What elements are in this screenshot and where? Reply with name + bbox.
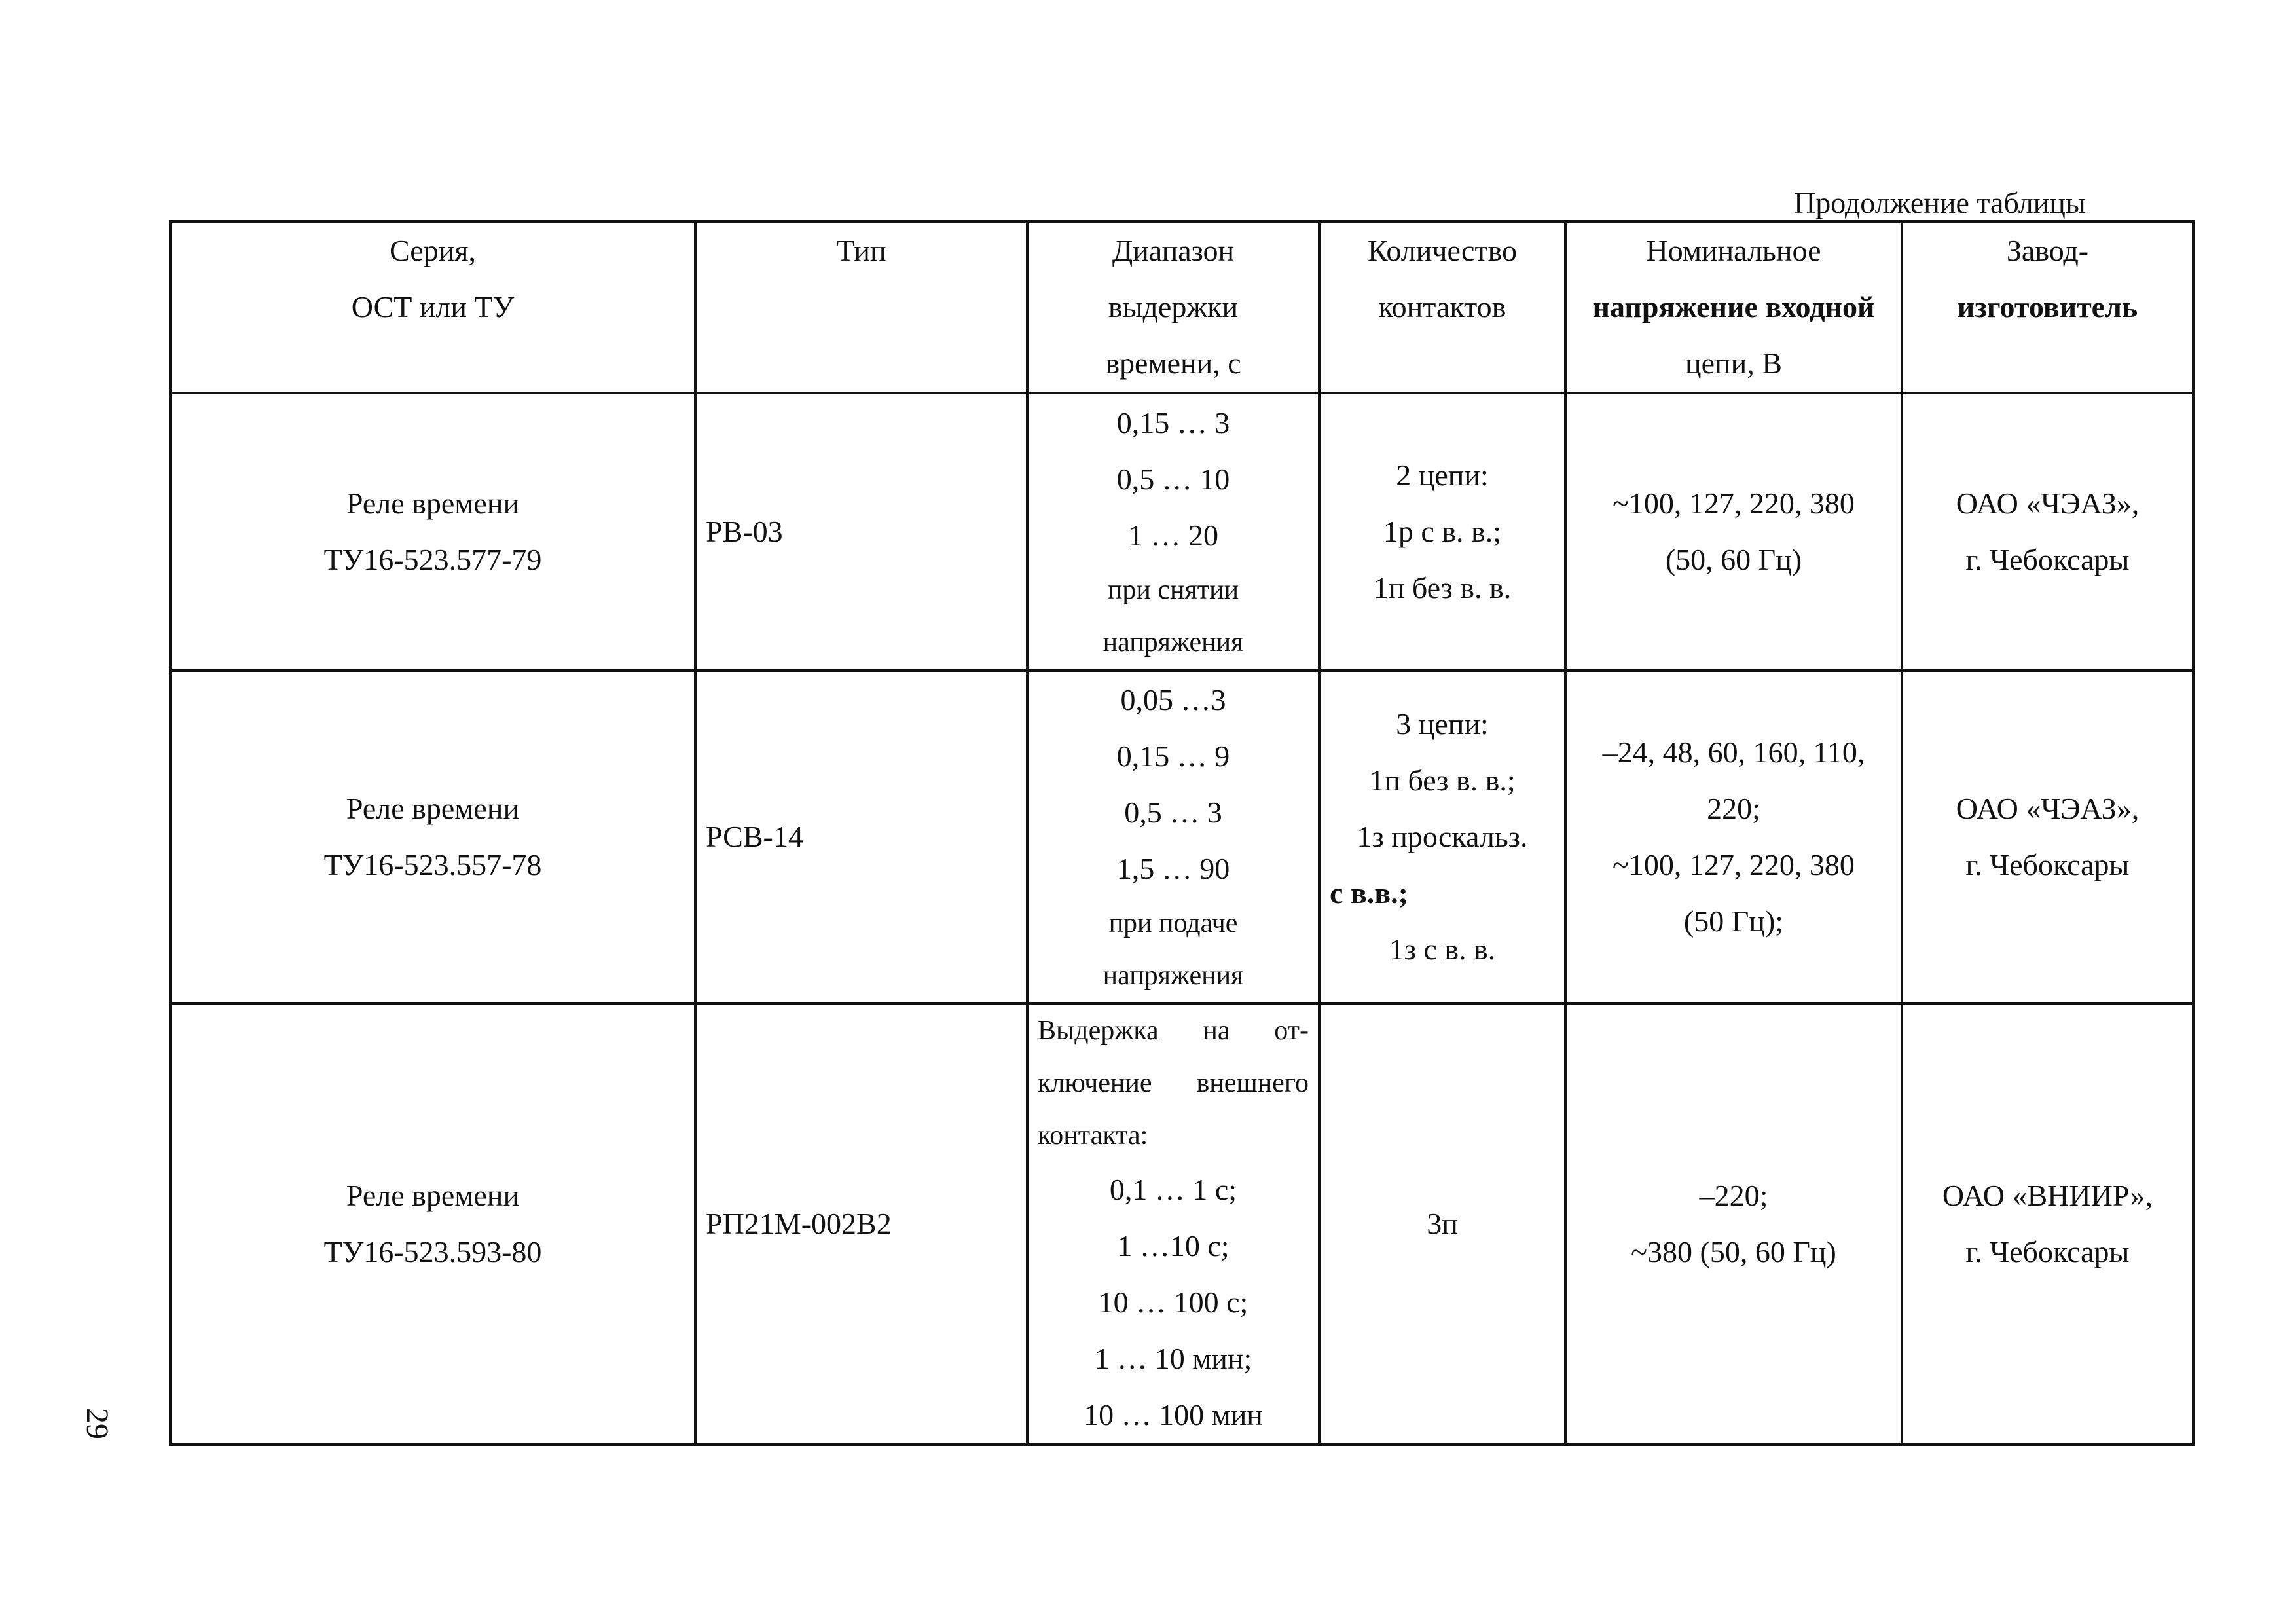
cell-type: РВ-03 bbox=[695, 393, 1027, 671]
header-time-range: Диапазон выдержки времени, с bbox=[1027, 221, 1319, 393]
table-continuation-caption: Продолжение таблицы bbox=[1794, 186, 2086, 219]
header-type: Тип bbox=[695, 221, 1027, 393]
cell-time-range: 0,15 … 3 0,5 … 10 1 … 20 при снятии напряжения bbox=[1027, 393, 1319, 671]
table-row bbox=[170, 671, 2193, 1003]
cell-series: Реле времени ТУ16-523.593-80 bbox=[170, 1003, 695, 1445]
table-header-row bbox=[170, 221, 2193, 393]
cell-manufacturer: ОАО «ЧЭАЗ», г. Чебоксары bbox=[1902, 671, 2193, 1003]
cell-time-range: Выдержка на от- ключение внешнего контакта: 0,1 … 1 с; 1 …10 с; 10 … 100 с; 1 … 10 мин; 10 … 100 мин bbox=[1027, 1003, 1319, 1445]
cell-manufacturer: ОАО «ЧЭАЗ», г. Чебоксары bbox=[1902, 393, 2193, 671]
cell-time-range: 0,05 …3 0,15 … 9 0,5 … 3 1,5 … 90 при подаче напряжения bbox=[1027, 671, 1319, 1003]
cell-voltage: –24, 48, 60, 160, 110, 220; ~100, 127, 220, 380 (50 Гц); bbox=[1565, 671, 1902, 1003]
cell-voltage: ~100, 127, 220, 380 (50, 60 Гц) bbox=[1565, 393, 1902, 671]
header-voltage: Номинальное напряжение входной цепи, В bbox=[1565, 221, 1902, 393]
header-manufacturer: Завод- изготовитель bbox=[1902, 221, 2193, 393]
cell-contacts: 3 цепи: 1п без в. в.; 1з проскальз. с в.в.; 1з с в. в. bbox=[1319, 671, 1565, 1003]
cell-contacts: 3п bbox=[1319, 1003, 1565, 1445]
relay-table bbox=[169, 220, 2195, 1446]
cell-voltage: –220; ~380 (50, 60 Гц) bbox=[1565, 1003, 1902, 1445]
header-contacts: Количество контактов bbox=[1319, 221, 1565, 393]
cell-series: Реле времени ТУ16-523.557-78 bbox=[170, 671, 695, 1003]
cell-type: РП21М-002В2 bbox=[695, 1003, 1027, 1445]
table-row bbox=[170, 393, 2193, 671]
page-number: 29 bbox=[80, 1408, 115, 1439]
cell-type: РСВ-14 bbox=[695, 671, 1027, 1003]
cell-contacts: 2 цепи: 1р с в. в.; 1п без в. в. bbox=[1319, 393, 1565, 671]
cell-series: Реле времени ТУ16-523.577-79 bbox=[170, 393, 695, 671]
table-row bbox=[170, 1003, 2193, 1445]
cell-manufacturer: ОАО «ВНИИР», г. Чебоксары bbox=[1902, 1003, 2193, 1445]
header-series: Серия, ОСТ или ТУ bbox=[170, 221, 695, 393]
